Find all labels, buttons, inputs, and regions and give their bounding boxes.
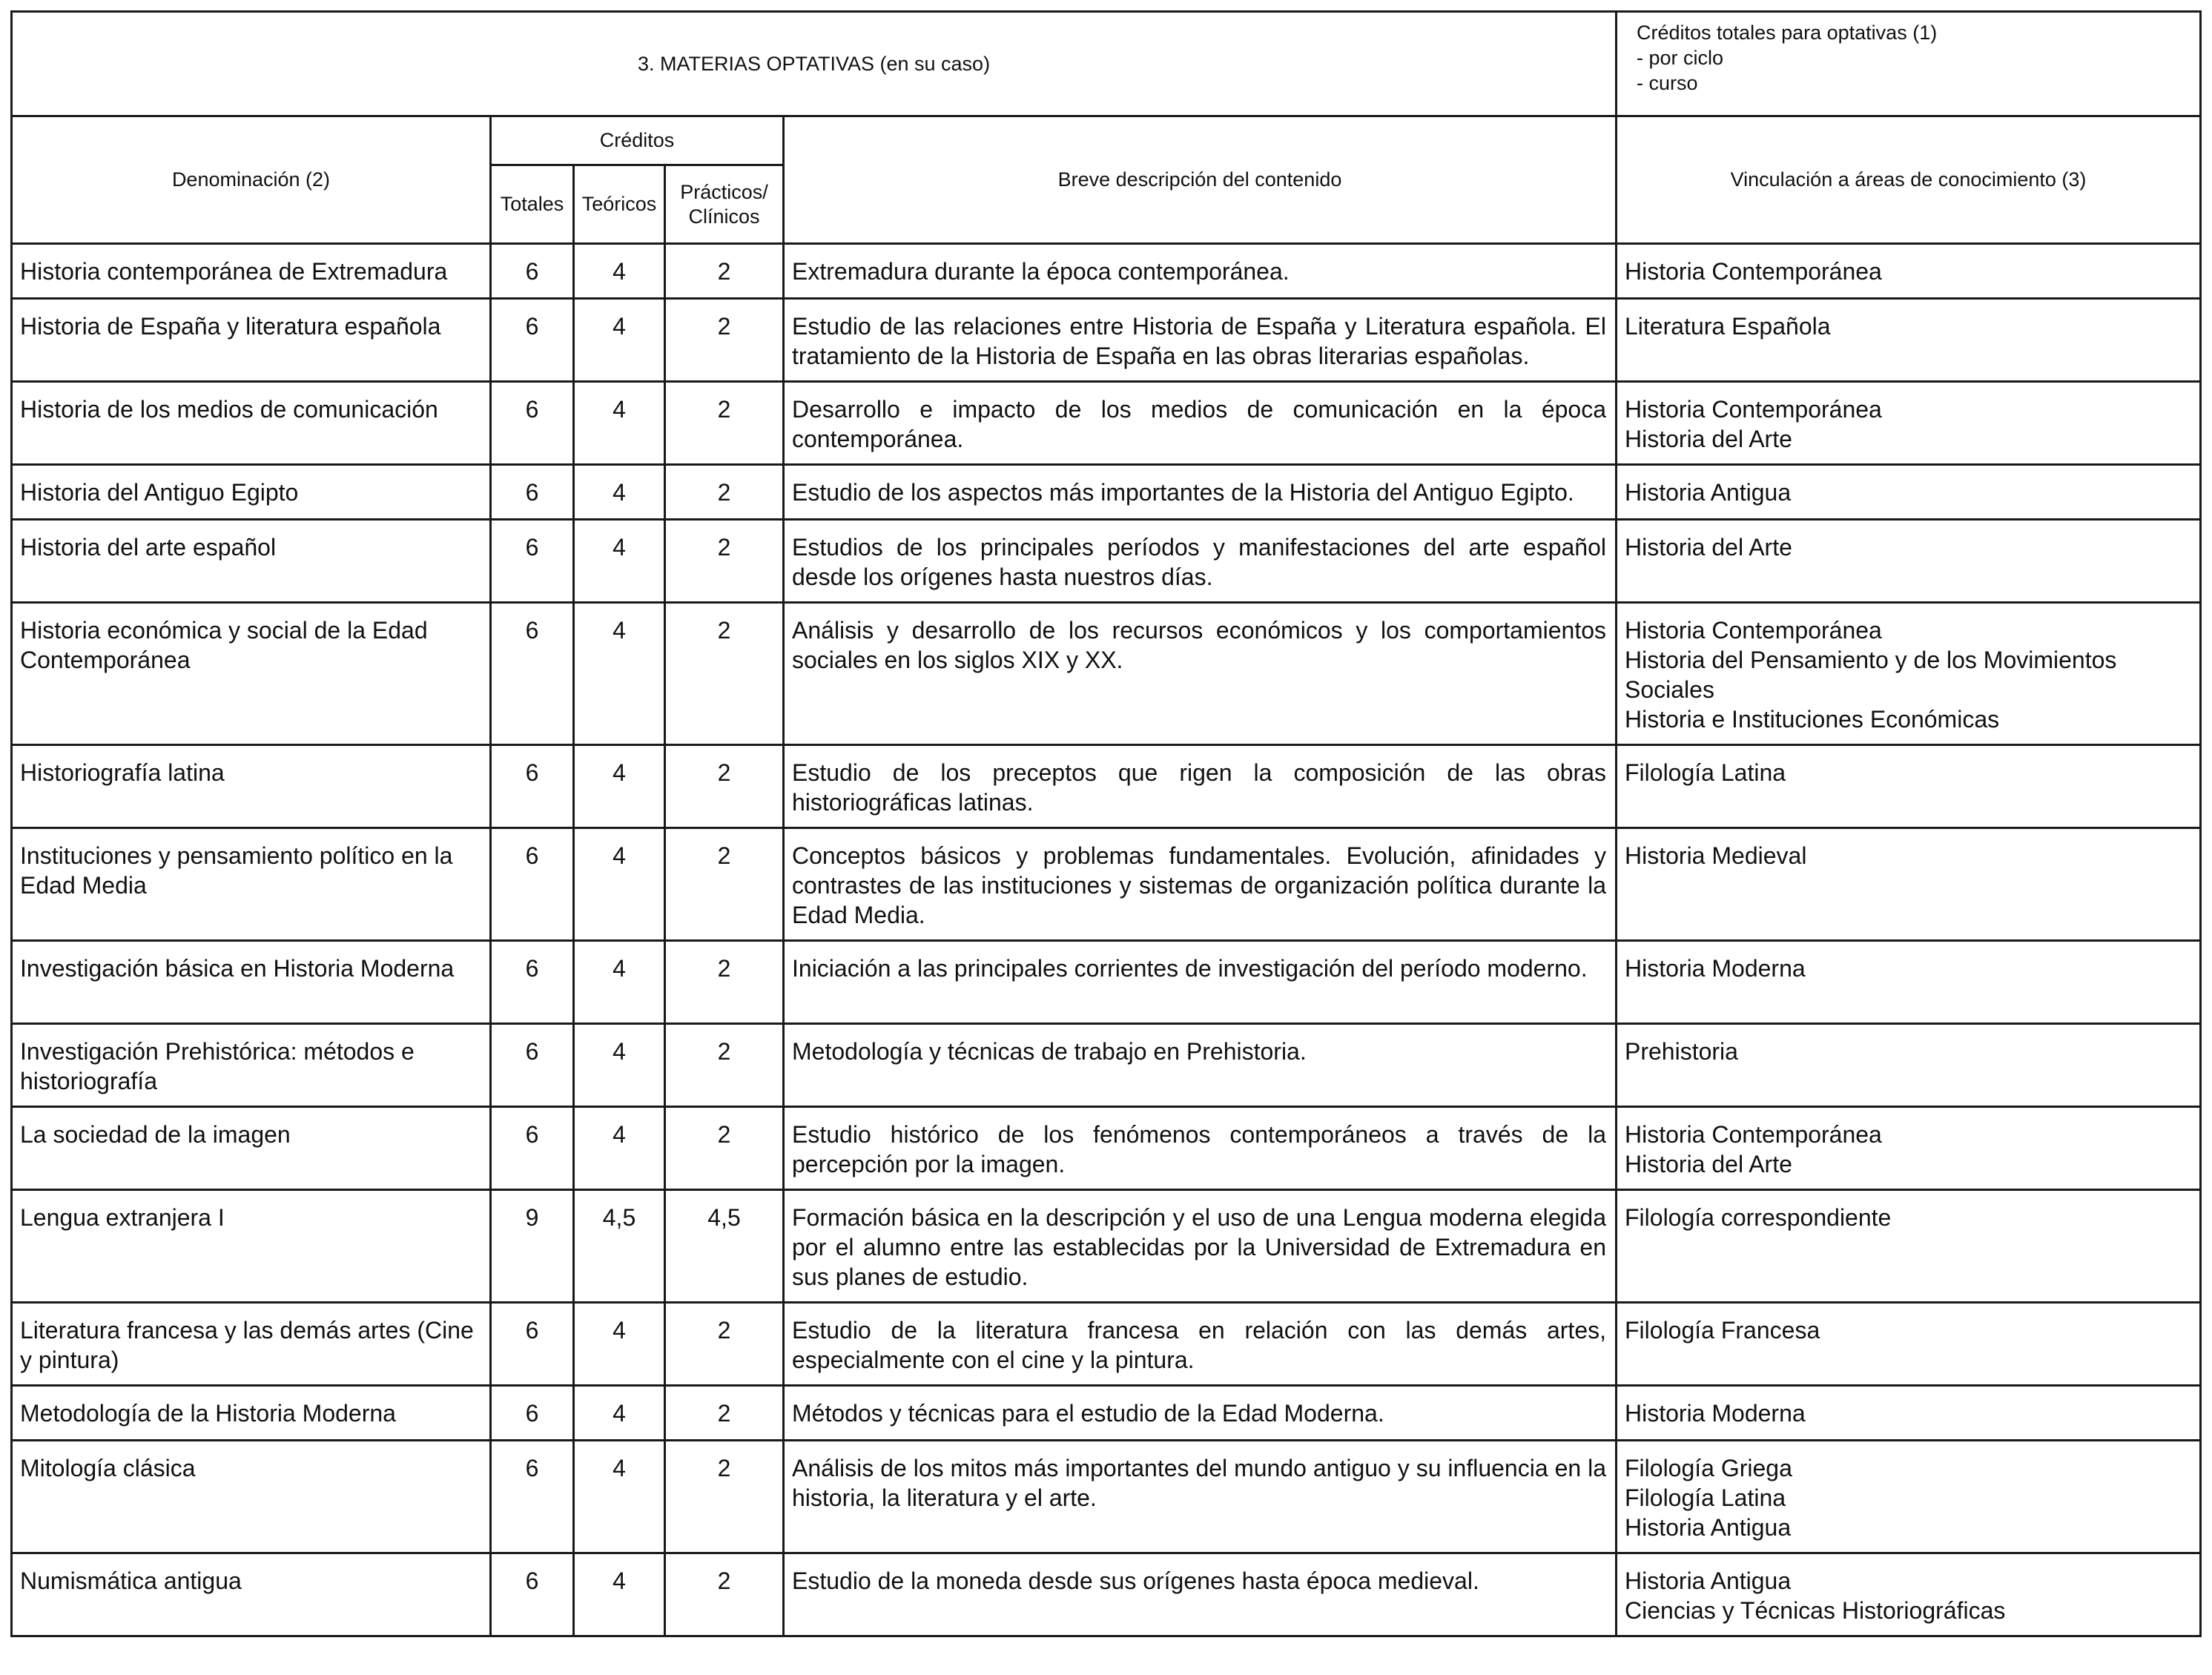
totales-cell: 6: [491, 520, 574, 603]
teoricos-cell: 4: [574, 828, 665, 941]
totales-cell: 6: [491, 828, 574, 941]
teoricos-cell: 4: [574, 941, 665, 1024]
teoricos-cell: 4: [574, 382, 665, 465]
descripcion-cell: Extremadura durante la época contemporánea.: [784, 244, 1617, 299]
practicos-cell: 2: [665, 465, 784, 520]
table-row: [12, 1386, 2201, 1441]
denominacion-cell: La sociedad de la imagen: [12, 1107, 491, 1190]
vinculacion-cell: [1617, 299, 2201, 382]
denominacion-cell: Lengua extranjera I: [12, 1190, 491, 1303]
table-row: [12, 941, 2201, 1024]
teoricos-cell: 4: [574, 1303, 665, 1386]
denominacion-cell: Investigación básica en Historia Moderna: [12, 941, 491, 1024]
totales-cell: 6: [491, 465, 574, 520]
descripcion-cell: Estudio de los preceptos que rigen la composición de las obras historiográficas latinas.: [784, 745, 1617, 828]
teoricos-cell: 4: [574, 745, 665, 828]
totales-cell: 6: [491, 941, 574, 1024]
area-item: Filología Francesa: [1625, 1317, 1820, 1344]
descripcion-cell: Estudio histórico de los fenómenos contemporáneos a través de la percepción por la imagen.: [784, 1107, 1617, 1190]
denominacion-cell: Historia de los medios de comunicación: [12, 382, 491, 465]
practicos-cell: 2: [665, 1107, 784, 1190]
totales-cell: 6: [491, 1024, 574, 1107]
descripcion-cell: Estudio de las relaciones entre Historia de España y Literatura española. El tratamiento de la Historia de España en las obras literarias españolas.: [784, 299, 1617, 382]
denominacion-cell: Historia de España y literatura española: [12, 299, 491, 382]
vinculacion-cell: [1617, 520, 2201, 603]
area-item: Historia Medieval: [1625, 842, 1807, 869]
denominacion-cell: Mitología clásica: [12, 1441, 491, 1553]
denominacion-cell: Numismática antigua: [12, 1553, 491, 1636]
totales-cell: 9: [491, 1190, 574, 1303]
col-header-practicos-line2: Clínicos: [688, 205, 760, 228]
vinculacion-cell: [1617, 465, 2201, 520]
area-item: Literatura Española: [1625, 313, 1831, 340]
vinculacion-cell: [1617, 603, 2201, 745]
table-row: [12, 1441, 2201, 1553]
section-title: 3. MATERIAS OPTATIVAS (en su caso): [12, 12, 1617, 116]
denominacion-cell: Historiografía latina: [12, 745, 491, 828]
descripcion-cell: Metodología y técnicas de trabajo en Prehistoria.: [784, 1024, 1617, 1107]
teoricos-cell: 4: [574, 244, 665, 299]
denominacion-cell: Historia del arte español: [12, 520, 491, 603]
totales-cell: 6: [491, 603, 574, 745]
totales-cell: 6: [491, 1386, 574, 1441]
credits-note-line: - curso: [1637, 72, 1698, 94]
practicos-cell: 2: [665, 745, 784, 828]
totales-cell: 6: [491, 244, 574, 299]
area-item: Filología correspondiente: [1625, 1204, 1892, 1231]
table-row: [12, 382, 2201, 465]
teoricos-cell: 4: [574, 603, 665, 745]
descripcion-cell: Formación básica en la descripción y el uso de una Lengua moderna elegida por el alumno entre las establecidas por la Universidad de Extremadura en sus planes de estudio.: [784, 1190, 1617, 1303]
vinculacion-cell: [1617, 1107, 2201, 1190]
teoricos-cell: 4: [574, 1441, 665, 1553]
title-row: [12, 12, 2201, 116]
col-header-practicos: [665, 165, 784, 244]
credits-note-line: Créditos totales para optativas (1): [1637, 22, 1938, 44]
descripcion-cell: Desarrollo e impacto de los medios de comunicación en la época contemporánea.: [784, 382, 1617, 465]
area-item: Filología Latina: [1625, 1484, 1786, 1511]
totales-cell: 6: [491, 745, 574, 828]
practicos-cell: 2: [665, 382, 784, 465]
area-item: Historia del Arte: [1625, 1151, 1792, 1177]
area-item: Filología Latina: [1625, 759, 1786, 786]
vinculacion-cell: [1617, 382, 2201, 465]
totales-cell: 6: [491, 382, 574, 465]
denominacion-cell: Historia contemporánea de Extremadura: [12, 244, 491, 299]
totales-cell: 6: [491, 1553, 574, 1636]
table-row: [12, 828, 2201, 941]
totales-cell: 6: [491, 1441, 574, 1553]
area-item: Ciencias y Técnicas Historiográficas: [1625, 1597, 2006, 1624]
table-body: [12, 244, 2201, 1636]
vinculacion-cell: [1617, 1553, 2201, 1636]
table-row: [12, 520, 2201, 603]
area-item: Historia Contemporánea: [1625, 258, 1882, 285]
area-item: Historia del Pensamiento y de los Movimientos Sociales: [1625, 647, 2117, 703]
teoricos-cell: 4: [574, 1107, 665, 1190]
totales-cell: 6: [491, 1303, 574, 1386]
table-row: [12, 1303, 2201, 1386]
col-header-descripcion: Breve descripción del contenido: [784, 116, 1617, 244]
area-item: Historia Antigua: [1625, 1514, 1792, 1541]
table-row: [12, 745, 2201, 828]
descripcion-cell: Métodos y técnicas para el estudio de la Edad Moderna.: [784, 1386, 1617, 1441]
practicos-cell: 2: [665, 1441, 784, 1553]
descripcion-cell: Estudio de la literatura francesa en relación con las demás artes, especialmente con el cine y la pintura.: [784, 1303, 1617, 1386]
table-row: [12, 603, 2201, 745]
col-header-teoricos: Teóricos: [574, 165, 665, 244]
descripcion-cell: Análisis y desarrollo de los recursos económicos y los comportamientos sociales en los siglos XIX y XX.: [784, 603, 1617, 745]
area-item: Prehistoria: [1625, 1038, 1738, 1065]
area-item: Historia Antigua: [1625, 479, 1792, 506]
area-item: Filología Griega: [1625, 1455, 1792, 1481]
practicos-cell: 2: [665, 244, 784, 299]
vinculacion-cell: [1617, 244, 2201, 299]
table-row: [12, 1553, 2201, 1636]
descripcion-cell: Estudio de la moneda desde sus orígenes hasta época medieval.: [784, 1553, 1617, 1636]
practicos-cell: 2: [665, 520, 784, 603]
practicos-cell: 2: [665, 941, 784, 1024]
totales-cell: 6: [491, 299, 574, 382]
teoricos-cell: 4: [574, 1553, 665, 1636]
area-item: Historia del Arte: [1625, 426, 1792, 452]
area-item: Historia Moderna: [1625, 1400, 1806, 1427]
descripcion-cell: Estudios de los principales períodos y manifestaciones del arte español desde los orígenes hasta nuestros días.: [784, 520, 1617, 603]
practicos-cell: 2: [665, 828, 784, 941]
denominacion-cell: Historia económica y social de la Edad Contemporánea: [12, 603, 491, 745]
area-item: Historia e Instituciones Económicas: [1625, 706, 2000, 733]
optativas-table: [10, 10, 2202, 1637]
document-sheet: [10, 10, 2199, 1637]
col-header-creditos: Créditos: [491, 116, 784, 165]
practicos-cell: 2: [665, 1303, 784, 1386]
col-header-denominacion: Denominación (2): [12, 116, 491, 244]
teoricos-cell: 4: [574, 299, 665, 382]
teoricos-cell: 4: [574, 1024, 665, 1107]
vinculacion-cell: [1617, 941, 2201, 1024]
teoricos-cell: 4: [574, 465, 665, 520]
practicos-cell: 2: [665, 299, 784, 382]
practicos-cell: 2: [665, 1024, 784, 1107]
teoricos-cell: 4,5: [574, 1190, 665, 1303]
table-row: [12, 1190, 2201, 1303]
header-row-1: [12, 116, 2201, 165]
area-item: Historia Contemporánea: [1625, 396, 1882, 423]
denominacion-cell: Literatura francesa y las demás artes (Cine y pintura): [12, 1303, 491, 1386]
vinculacion-cell: [1617, 1303, 2201, 1386]
area-item: Historia del Arte: [1625, 534, 1792, 561]
practicos-cell: 2: [665, 1386, 784, 1441]
descripcion-cell: Análisis de los mitos más importantes del mundo antiguo y su influencia en la historia, la literatura y el arte.: [784, 1441, 1617, 1553]
table-row: [12, 244, 2201, 299]
descripcion-cell: Iniciación a las principales corrientes de investigación del período moderno.: [784, 941, 1617, 1024]
col-header-vinculacion: Vinculación a áreas de conocimiento (3): [1617, 116, 2201, 244]
area-item: Historia Contemporánea: [1625, 1121, 1882, 1148]
vinculacion-cell: [1617, 1190, 2201, 1303]
table-row: [12, 465, 2201, 520]
area-item: Historia Moderna: [1625, 955, 1806, 982]
vinculacion-cell: [1617, 1386, 2201, 1441]
col-header-practicos-line1: Prácticos/: [680, 180, 768, 203]
area-item: Historia Antigua: [1625, 1567, 1792, 1594]
denominacion-cell: Investigación Prehistórica: métodos e historiografía: [12, 1024, 491, 1107]
teoricos-cell: 4: [574, 1386, 665, 1441]
denominacion-cell: Instituciones y pensamiento político en la Edad Media: [12, 828, 491, 941]
vinculacion-cell: [1617, 1441, 2201, 1553]
vinculacion-cell: [1617, 828, 2201, 941]
credits-note-line: - por ciclo: [1637, 47, 1724, 69]
teoricos-cell: 4: [574, 520, 665, 603]
area-item: Historia Contemporánea: [1625, 617, 1882, 644]
descripcion-cell: Conceptos básicos y problemas fundamentales. Evolución, afinidades y contrastes de las instituciones y sistemas de organización política durante la Edad Media.: [784, 828, 1617, 941]
practicos-cell: 4,5: [665, 1190, 784, 1303]
table-row: [12, 299, 2201, 382]
table-row: [12, 1024, 2201, 1107]
denominacion-cell: Metodología de la Historia Moderna: [12, 1386, 491, 1441]
denominacion-cell: Historia del Antiguo Egipto: [12, 465, 491, 520]
credits-note: [1617, 12, 2201, 116]
col-header-totales: Totales: [491, 165, 574, 244]
descripcion-cell: Estudio de los aspectos más importantes de la Historia del Antiguo Egipto.: [784, 465, 1617, 520]
table-row: [12, 1107, 2201, 1190]
practicos-cell: 2: [665, 1553, 784, 1636]
vinculacion-cell: [1617, 1024, 2201, 1107]
totales-cell: 6: [491, 1107, 574, 1190]
vinculacion-cell: [1617, 745, 2201, 828]
practicos-cell: 2: [665, 603, 784, 745]
